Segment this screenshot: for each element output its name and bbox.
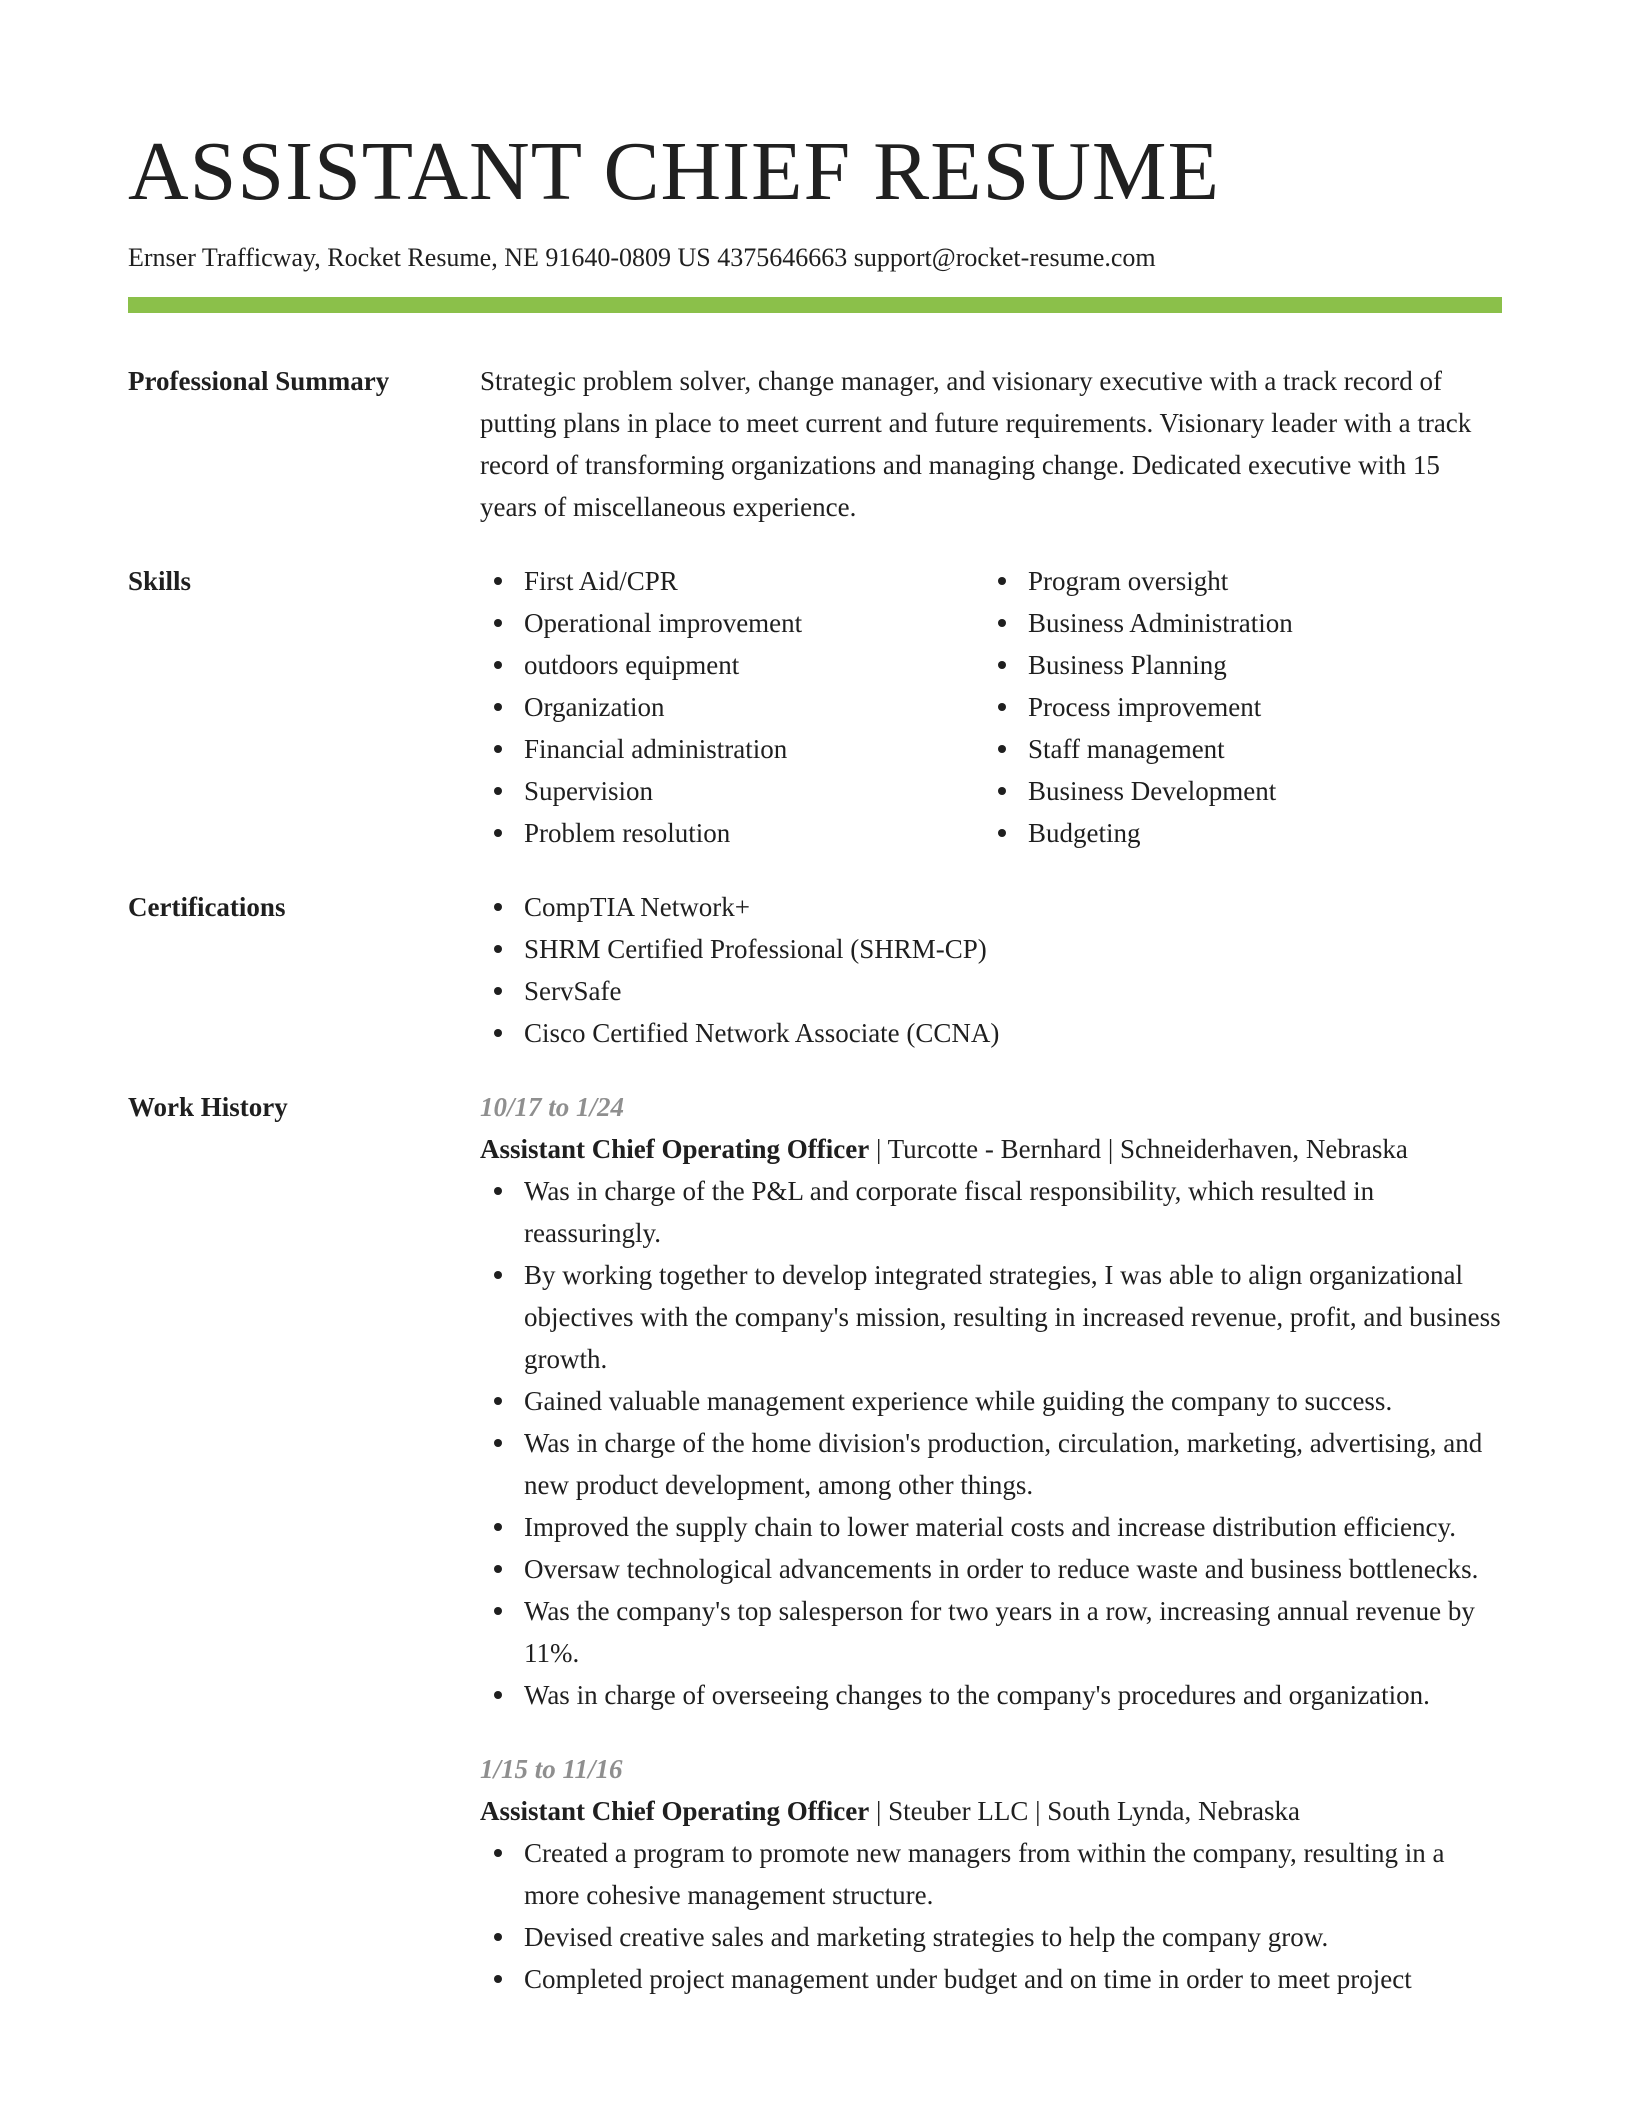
job-entry (480, 1748, 1502, 2000)
job-bullets (480, 1170, 1502, 1716)
list-item: Business Administration (1028, 602, 1488, 644)
section-heading-work-history: Work History (128, 1092, 288, 1123)
section-heading-skills: Skills (128, 566, 192, 597)
list-item: CompTIA Network+ (524, 886, 1502, 928)
list-item: Cisco Certified Network Associate (CCNA) (524, 1012, 1502, 1054)
list-item: Was in charge of overseeing changes to the company's procedures and organization. (524, 1674, 1502, 1716)
list-item: Was the company's top salesperson for two years in a row, increasing annual revenue by 11%. (524, 1590, 1502, 1674)
job-title: Assistant Chief Operating Officer (480, 1796, 870, 1827)
list-item: Process improvement (1028, 686, 1488, 728)
skills-list-right (984, 560, 1488, 854)
job-bullets (480, 1832, 1502, 2000)
list-item: Program oversight (1028, 560, 1488, 602)
skills-column-right (984, 560, 1488, 854)
summary-section (128, 360, 1502, 528)
contact-info: Ernser Trafficway, Rocket Resume, NE 91640-0809 US 4375646663 support@rocket-resume.com (128, 243, 1156, 272)
certifications-section (128, 886, 1502, 1054)
page-title: ASSISTANT CHIEF RESUME (128, 125, 1220, 218)
work-history-body (480, 1086, 1502, 2000)
list-item: ServSafe (524, 970, 1502, 1012)
header-divider (128, 297, 1502, 313)
skills-column-left (480, 560, 984, 854)
list-item: outdoors equipment (524, 644, 984, 686)
list-item: Financial administration (524, 728, 984, 770)
list-item: Was in charge of the home division's production, circulation, marketing, advertising, and new product development, among other things. (524, 1422, 1502, 1506)
section-heading-summary: Professional Summary (128, 366, 390, 397)
list-item: Business Planning (1028, 644, 1488, 686)
job-dates: 10/17 to 1/24 (480, 1092, 625, 1123)
list-item: Business Development (1028, 770, 1488, 812)
job-dates: 1/15 to 11/16 (480, 1754, 623, 1785)
list-item: Problem resolution (524, 812, 984, 854)
skills-list-left (480, 560, 984, 854)
list-item: By working together to develop integrated strategies, I was able to align organizational objectives with the company's mission, resulting in increased revenue, profit, and business growth. (524, 1254, 1502, 1380)
list-item: Organization (524, 686, 984, 728)
job-entry (480, 1086, 1502, 1716)
job-details: | Steuber LLC | South Lynda, Nebraska (869, 1796, 1300, 1827)
job-title-line (480, 1790, 1502, 1832)
skills-grid (480, 560, 1502, 854)
job-title-line (480, 1128, 1502, 1170)
list-item: Budgeting (1028, 812, 1488, 854)
list-item: SHRM Certified Professional (SHRM-CP) (524, 928, 1502, 970)
list-item: Oversaw technological advancements in order to reduce waste and business bottlenecks. (524, 1548, 1502, 1590)
skills-section (128, 560, 1502, 854)
work-history-section (128, 1086, 1502, 2000)
certifications-body (480, 886, 1502, 1054)
job-title: Assistant Chief Operating Officer (480, 1134, 870, 1165)
list-item: Improved the supply chain to lower material costs and increase distribution efficiency. (524, 1506, 1502, 1548)
summary-text: Strategic problem solver, change manager, and visionary executive with a track record of putting plans in place to meet current and future requirements. Visionary leader with a track record of transforming organizations and managing change. Dedicated executive with 15 years of miscellaneous experience. (480, 366, 1472, 523)
list-item: Devised creative sales and marketing strategies to help the company grow. (524, 1916, 1502, 1958)
list-item: Was in charge of the P&L and corporate fiscal responsibility, which resulted in reassuringly. (524, 1170, 1502, 1254)
list-item: Operational improvement (524, 602, 984, 644)
certifications-list (480, 886, 1502, 1054)
list-item: First Aid/CPR (524, 560, 984, 602)
list-item: Staff management (1028, 728, 1488, 770)
list-item: Completed project management under budget and on time in order to meet project (524, 1958, 1502, 2000)
job-details: | Turcotte - Bernhard | Schneiderhaven, Nebraska (869, 1134, 1408, 1165)
list-item: Created a program to promote new managers from within the company, resulting in a more cohesive management structure. (524, 1832, 1502, 1916)
list-item: Supervision (524, 770, 984, 812)
section-heading-certifications: Certifications (128, 892, 286, 923)
list-item: Gained valuable management experience while guiding the company to success. (524, 1380, 1502, 1422)
